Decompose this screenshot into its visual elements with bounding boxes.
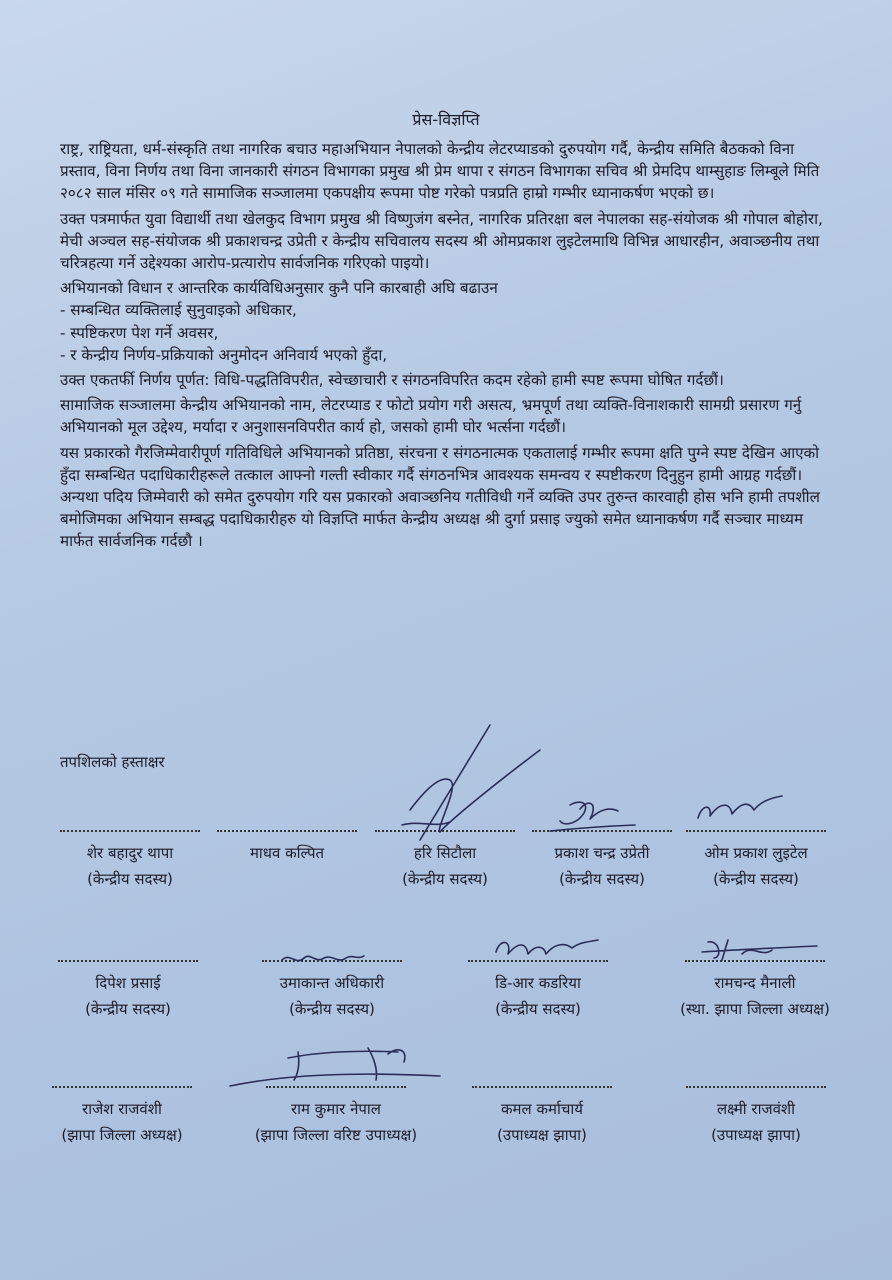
signatory-role: (केन्द्रीय सदस्य)	[85, 1000, 171, 1018]
list-item: - र केन्द्रीय निर्णय-प्रक्रियाको अनुमोदन अनिवार्य भएको हुँदा,	[60, 345, 388, 364]
signatory-role: (केन्द्रीय सदस्य)	[402, 870, 488, 888]
signatory	[676, 830, 836, 892]
signature-scribble	[380, 720, 550, 845]
signatory-name: डि-आर कडरिया	[495, 974, 581, 992]
signatory-name: कमल कर्माचार्य	[501, 1100, 583, 1118]
signatory-name: उमाकान्त अधिकारी	[279, 974, 385, 992]
paragraph: उक्त एकतर्फी निर्णय पूर्णत: विधि-पद्धतिविपरीत, स्वेच्छाचारी र संगठनविपरित कदम रहेको हामी स्पष्ट रूपमा घोषित गर्दछौं।	[60, 371, 724, 390]
signatory-role: (केन्द्रीय सदस्य)	[87, 870, 173, 888]
signatory-name: लक्ष्मी राजवंशी	[716, 1100, 796, 1118]
signatory-name: शेर बहादुर थापा	[86, 844, 174, 862]
signatory-role: (स्था. झापा जिल्ला अध्यक्ष)	[680, 1000, 830, 1018]
signatory	[676, 1086, 836, 1148]
signature-scribble	[540, 795, 640, 840]
signatory-role: (झापा जिल्ला वरिष्ट उपाध्यक्ष)	[254, 1126, 418, 1144]
signature-scribble	[276, 948, 366, 973]
signatory	[207, 830, 367, 866]
signatory	[50, 830, 210, 892]
signatory-role: (झापा जिल्ला अध्यक्ष)	[61, 1126, 183, 1144]
signatory-name: दिपेश प्रसाई	[95, 974, 161, 992]
signatory	[42, 1086, 202, 1148]
signatory-name: राजेश राजवंशी	[82, 1100, 162, 1118]
signatory-role: (उपाध्यक्ष झापा)	[497, 1126, 587, 1144]
signature-scribble	[228, 1044, 443, 1099]
paragraph: यस प्रकारको गैरजिम्मेवारीपूर्ण गतिविधिले अभियानको प्रतिष्ठा, संरचना र संगठनात्मक एकतालाई गम्भीर रूपमा क्षति पुग्ने स्पष्ट देखिन आएको हुँदा सम्बन्धित पदाधिकारीहरूले तत्काल आफ्नो गल्ती स्वीकार गर्दै संगठनभित्र आवश्यक समन्वय र स्पष्टीकरण दिनुहुन हामी आग्रह गर्दछौं। अन्यथा पदिय जिम्मेवारी को समेत दुरुपयोग गरि यस प्रकारको अवाञ्छनिय गतीविधी गर्ने व्यक्ति उपर तुरुन्त कारवाही होस भनि हामी तपशील बमोजिमका अभियान सम्बद्ध पदाधिकारीहरु यो विज्ञप्ति मार्फत केन्द्रीय अध्यक्ष श्री दुर्गा प्रसाइ ज्युको समेत ध्यानाकर्षण गर्दै सञ्चार माध्यम मार्फत सार्वजनिक गर्दछौ ।	[60, 443, 820, 551]
signature-heading: तपशिलको हस्ताक्षर	[60, 753, 165, 771]
signatory-role: (केन्द्रीय सदस्य)	[713, 870, 799, 888]
signatory	[48, 960, 208, 1022]
signatory	[655, 960, 855, 1022]
signature-scribble	[692, 936, 822, 964]
signatory	[458, 960, 618, 1022]
signatory-name: प्रकाश चन्द्र उप्रेती	[554, 844, 650, 862]
list-item: - स्पष्टिकरण पेश गर्ने अवसर,	[60, 323, 219, 342]
document-body	[60, 138, 830, 556]
signatory-role: (केन्द्रीय सदस्य)	[495, 1000, 581, 1018]
signatory	[462, 1086, 622, 1148]
signatory-name: रामचन्द मैनाली	[714, 974, 796, 992]
signature-scribble	[690, 790, 790, 830]
signatory-name: राम कुमार नेपाल	[291, 1100, 381, 1118]
requirement-list	[60, 299, 830, 366]
signature-scribble	[488, 932, 603, 962]
paragraph: राष्ट्र, राष्ट्रियता, धर्म-संस्कृति तथा नागरिक बचाउ महाअभियान नेपालको केन्द्रीय लेटरप्याडको दुरुपयोग गर्दै, केन्द्रीय समिति बैठकको विना प्रस्ताव, विना निर्णय तथा विना जानकारी संगठन विभागका प्रमुख श्री प्रेम थापा र संगठन विभागका सचिव श्री प्रेमदिप थाम्सुहाङ लिम्बूले मिति २०८२ साल मंसिर ०९ गते सामाजिक सञ्जालमा एकपक्षीय रूपमा पोष्ट गरेको पत्रप्रति हाम्रो गम्भीर ध्यानाकर्षण भएको छ।	[60, 140, 820, 203]
signatory-role: (केन्द्रीय सदस्य)	[559, 870, 645, 888]
signatory-name: ओम प्रकाश लुइटेल	[704, 844, 808, 862]
paragraph: अभियानको विधान र आन्तरिक कार्यविधिअनुसार कुनै पनि कारबाही अघि बढाउन	[60, 279, 498, 298]
paragraph: सामाजिक सञ्जालमा केन्द्रीय अभियानको नाम, लेटरप्याड र फोटो प्रयोग गरी असत्य, भ्रमपूर्ण तथा व्यक्ति-विनाशकारी सामग्री प्रसारण गर्नु अभियानको मूल उद्देश्य, मर्यादा र अनुशासनविपरीत कार्य हो, जसको हामी घोर भर्त्सना गर्दछौं।	[60, 396, 802, 437]
signatory-role: (केन्द्रीय सदस्य)	[289, 1000, 375, 1018]
list-item: - सम्बन्धित व्यक्तिलाई सुनुवाइको अधिकार,	[60, 301, 297, 320]
signatory-name: माधव कल्पित	[249, 844, 325, 862]
signatory-name: हरि सिटौला	[413, 844, 477, 862]
document-title: प्रेस-विज्ञप्ति	[412, 110, 480, 129]
signatory-role: (उपाध्यक्ष झापा)	[711, 1126, 801, 1144]
paragraph: उक्त पत्रमार्फत युवा विद्यार्थी तथा खेलकुद विभाग प्रमुख श्री विष्णुजंग बस्नेत, नागरिक प्रतिरक्षा बल नेपालका सह-संयोजक श्री गोपाल बोहोरा, मेची अञ्चल सह-संयोजक श्री प्रकाशचन्द्र उप्रेती र केन्द्रीय सचिवालय सदस्य श्री ओमप्रकाश लुइटेलमाथि विभिन्न आधारहीन, अवाञ्छनीय तथा चरित्रहत्या गर्ने उद्देश्यका आरोप-प्रत्यारोप सार्वजनिक गरिएको पाइयो।	[60, 209, 823, 273]
